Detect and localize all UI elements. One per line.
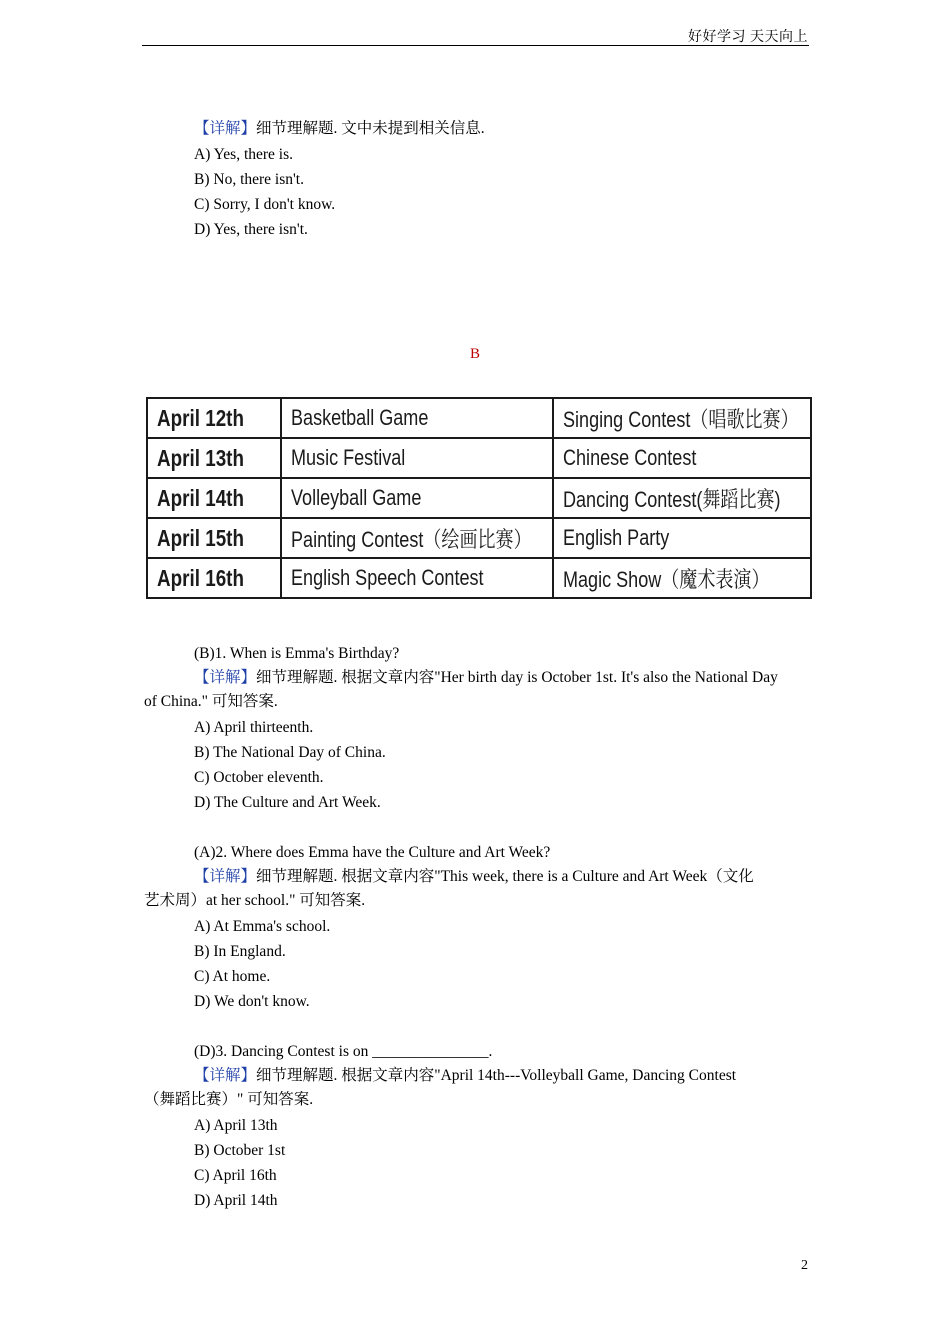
option-d: D) Yes, there isn't. xyxy=(194,221,308,238)
table-row xyxy=(147,438,811,478)
page-header-text: 好好学习 天天向上 xyxy=(688,30,808,45)
date-cell: April 15th xyxy=(147,518,281,558)
option-a: A) Yes, there is. xyxy=(194,146,294,163)
table-row xyxy=(147,478,811,518)
explanation-text: 细节理解题. 文中未提到相关信息. xyxy=(256,120,485,137)
option-c: C) Sorry, I don't know. xyxy=(194,196,336,213)
date-cell: April 16th xyxy=(147,558,281,598)
explanation-continuation: of China." 可知答案. xyxy=(144,693,278,710)
explanation-continuation: （舞蹈比赛）" 可知答案. xyxy=(144,1091,314,1108)
table-row xyxy=(147,518,811,558)
option-b: B) October 1st xyxy=(194,1142,286,1159)
event-cell: Volleyball Game xyxy=(281,478,553,518)
option-a: A) At Emma's school. xyxy=(194,918,331,935)
option-d: D) The Culture and Art Week. xyxy=(194,794,381,811)
event-cell: Music Festival xyxy=(281,438,553,478)
explanation-tag: 【详解】 xyxy=(194,120,257,137)
section-letter: B xyxy=(469,346,480,362)
explanation-continuation: 艺术周）at her school." 可知答案. xyxy=(144,892,366,909)
explanation-tag: 【详解】 xyxy=(194,868,257,885)
explanation-line xyxy=(194,119,485,139)
explanation-line xyxy=(194,867,754,887)
page-number: 2 xyxy=(801,1258,808,1273)
option-b: B) In England. xyxy=(194,943,286,960)
event-cell: Singing Contest（唱歌比赛） xyxy=(553,398,811,438)
explanation-tag: 【详解】 xyxy=(194,669,257,686)
date-cell: April 13th xyxy=(147,438,281,478)
question-1: (B)1. When is Emma's Birthday? xyxy=(194,645,400,662)
event-cell: English Speech Contest xyxy=(281,558,553,598)
event-cell: Painting Contest（绘画比赛） xyxy=(281,518,553,558)
event-cell: Magic Show（魔术表演） xyxy=(553,558,811,598)
explanation-text: 细节理解题. 根据文章内容"April 14th---Volleyball Game, Dancing Contest xyxy=(256,1067,737,1084)
explanation-text: 细节理解题. 根据文章内容"This week, there is a Culture and Art Week（文化 xyxy=(256,868,754,885)
option-b: B) The National Day of China. xyxy=(194,744,386,761)
schedule-table xyxy=(146,397,812,599)
date-cell: April 14th xyxy=(147,478,281,518)
explanation-text: 细节理解题. 根据文章内容"Her birth day is October 1st. It's also the National Day xyxy=(256,669,778,686)
event-cell: Dancing Contest(舞蹈比赛) xyxy=(553,478,811,518)
explanation-line xyxy=(194,1066,736,1086)
option-d: D) April 14th xyxy=(194,1192,278,1209)
header-divider xyxy=(142,45,809,46)
table-row xyxy=(147,558,811,598)
option-d: D) We don't know. xyxy=(194,993,310,1010)
event-cell: English Party xyxy=(553,518,811,558)
option-a: A) April 13th xyxy=(194,1117,278,1134)
question-3: (D)3. Dancing Contest is on _______________. xyxy=(194,1043,493,1060)
option-c: C) October eleventh. xyxy=(194,769,324,786)
option-c: C) April 16th xyxy=(194,1167,277,1184)
explanation-tag: 【详解】 xyxy=(194,1067,257,1084)
event-cell: Chinese Contest xyxy=(553,438,811,478)
option-a: A) April thirteenth. xyxy=(194,719,314,736)
question-2: (A)2. Where does Emma have the Culture and Art Week? xyxy=(194,844,551,861)
explanation-line xyxy=(194,668,778,688)
event-cell: Basketball Game xyxy=(281,398,553,438)
table-row xyxy=(147,398,811,438)
option-c: C) At home. xyxy=(194,968,271,985)
date-cell: April 12th xyxy=(147,398,281,438)
option-b: B) No, there isn't. xyxy=(194,171,304,188)
